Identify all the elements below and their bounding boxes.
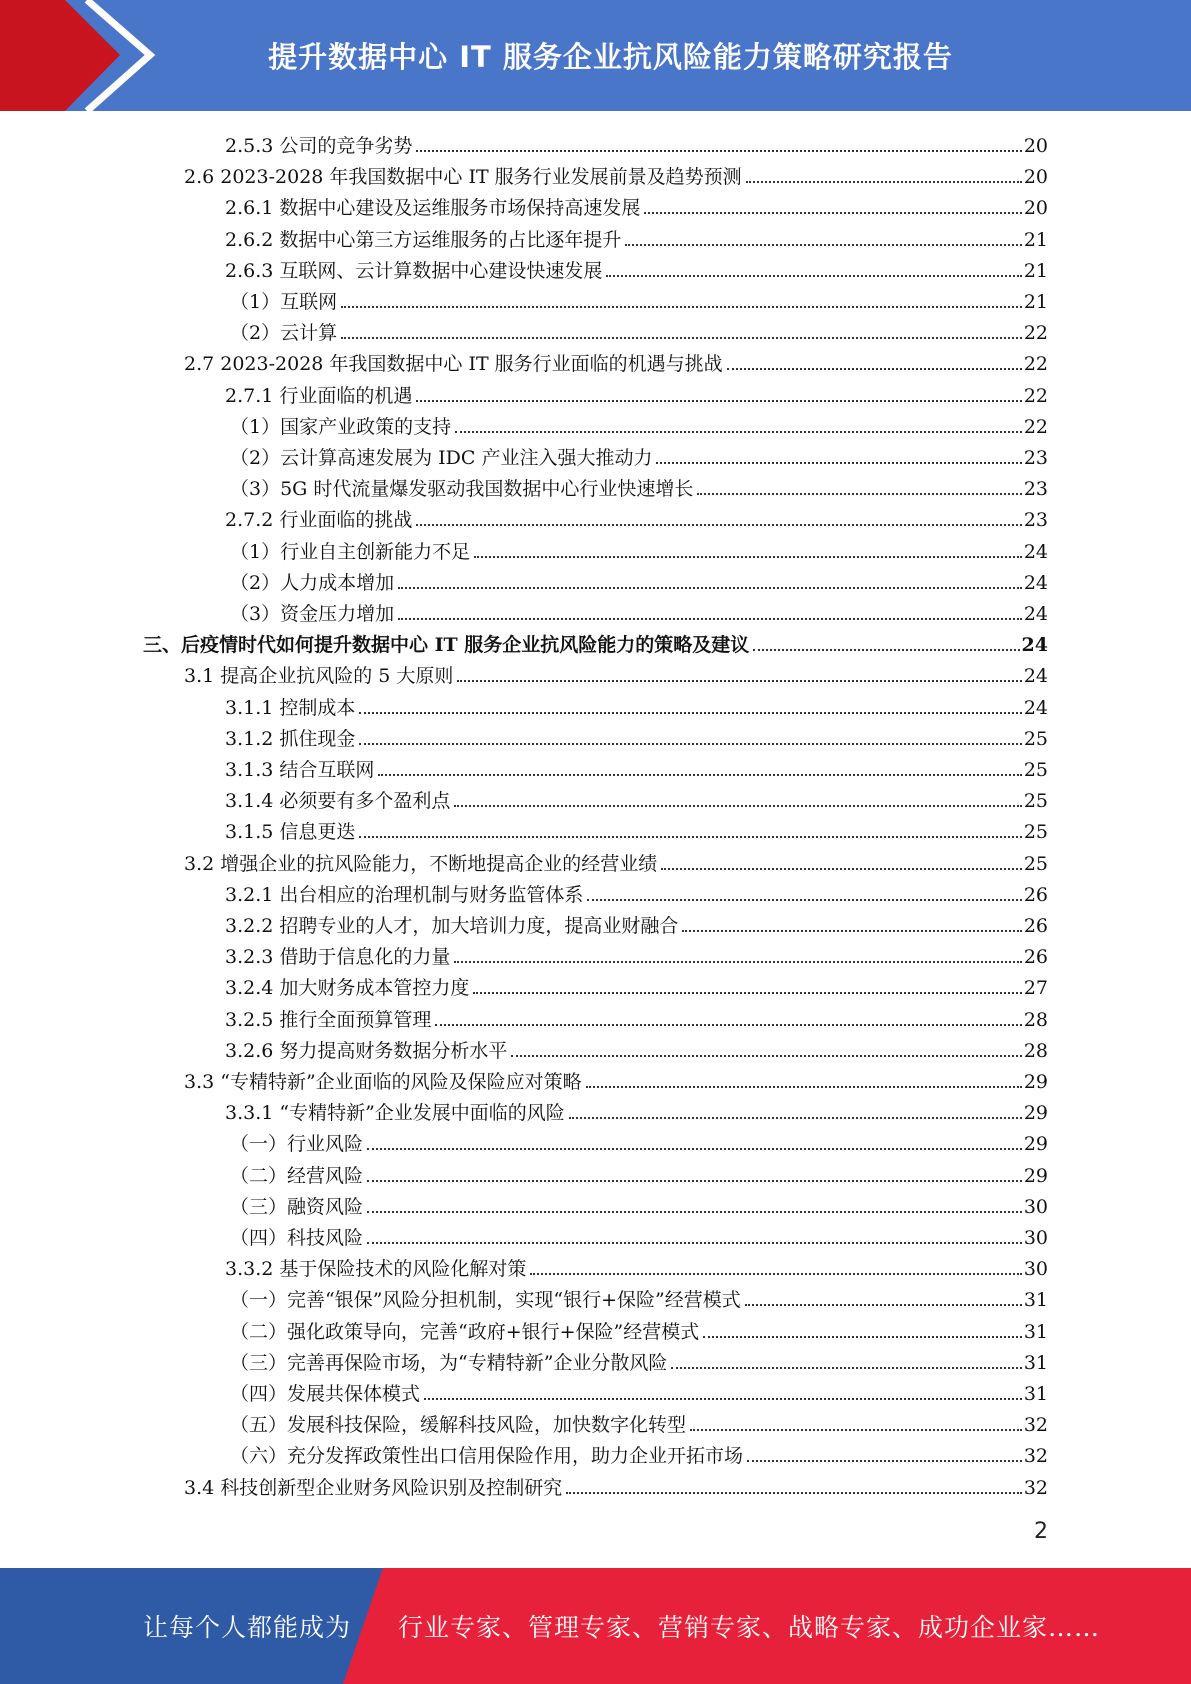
- toc-entry-page: 20: [1023, 197, 1048, 220]
- toc-entry-title: （三）完善再保险市场，为“专精特新”企业分散风险: [230, 1351, 668, 1374]
- toc-entry-title: 2.7.1 行业面临的机遇: [225, 384, 413, 407]
- toc-entry-title: （2）人力成本增加: [230, 571, 395, 594]
- toc-entry-title: （1）互联网: [230, 291, 338, 313]
- toc-entry-title: 3.1.3 结合互联网: [225, 759, 375, 781]
- toc-entry-page: 25: [1023, 790, 1048, 813]
- report-title: 提升数据中心 IT 服务企业抗风险能力策略研究报告: [268, 40, 953, 74]
- toc-entry[interactable]: [225, 252, 1048, 283]
- toc-entry[interactable]: [184, 845, 1048, 876]
- toc-entry[interactable]: [225, 127, 1048, 158]
- toc-entry-page: 22: [1023, 322, 1048, 345]
- toc-entry-title: 3.1.5 信息更迭: [225, 821, 356, 844]
- toc-entry-title: （五）发展科技保险，缓解科技风险，加快数字化转型: [230, 1414, 687, 1437]
- toc-entry[interactable]: [225, 751, 1048, 782]
- toc-entry-title: 2.6.2 数据中心第三方运维服务的占比逐年提升: [225, 228, 622, 251]
- toc-entry-title: 2.5.3 公司的竞争劣势: [225, 135, 413, 157]
- toc-dot-leader: [753, 649, 1019, 651]
- toc-entry-title: （六）充分发挥政策性出口信用保险作用，助力企业开拓市场: [230, 1445, 744, 1468]
- toc-entry-title: 3.2 增强企业的抗风险能力，不断地提高企业的经营业绩: [184, 852, 658, 875]
- toc-dot-leader: [367, 1211, 1022, 1213]
- toc-dot-leader: [703, 1336, 1022, 1338]
- toc-entry-page: 23: [1023, 478, 1048, 501]
- toc-entry-page: 30: [1023, 1195, 1048, 1218]
- toc-entry-page: 25: [1023, 727, 1048, 750]
- toc-entry[interactable]: [225, 782, 1048, 813]
- toc-entry[interactable]: [230, 1281, 1048, 1312]
- toc-dot-leader: [359, 836, 1021, 838]
- toc-entry-title: （1）国家产业政策的支持: [230, 415, 452, 438]
- toc-dot-leader: [690, 1429, 1022, 1431]
- toc-entry-page: 22: [1023, 353, 1048, 376]
- toc-dot-leader: [455, 431, 1022, 433]
- toc-entry-page: 32: [1023, 1414, 1048, 1437]
- toc-entry-page: 20: [1023, 135, 1048, 157]
- toc-entry-page: 26: [1023, 883, 1048, 906]
- toc-entry-page: 25: [1023, 759, 1048, 781]
- toc-entry[interactable]: [230, 1406, 1048, 1437]
- toc-entry[interactable]: [225, 1094, 1048, 1125]
- toc-entry-page: 23: [1023, 447, 1048, 469]
- toc-entry-page: 22: [1023, 415, 1048, 438]
- toc-entry[interactable]: [225, 876, 1048, 907]
- toc-entry[interactable]: [230, 1219, 1048, 1250]
- toc-dot-leader: [457, 680, 1021, 682]
- toc-entry-title: （2）云计算: [230, 322, 338, 345]
- toc-entry-page: 24: [1023, 540, 1048, 563]
- toc-entry[interactable]: [230, 533, 1048, 564]
- toc-entry-title: （一）完善“银保”风险分担机制，实现“银行+保险”经营模式: [230, 1289, 741, 1312]
- toc-entry-page: 26: [1023, 915, 1048, 937]
- toc-dot-leader: [671, 1367, 1021, 1369]
- toc-entry-title: 3.3.1 “专精特新”企业发展中面临的风险: [225, 1102, 565, 1125]
- toc-entry-title: 2.6 2023-2028 年我国数据中心 IT 服务行业发展前景及趋势预测: [184, 166, 742, 189]
- toc-dot-leader: [341, 337, 1022, 339]
- toc-entry-page: 27: [1023, 977, 1048, 1000]
- toc-dot-leader: [398, 618, 1022, 620]
- toc-entry-page: 24: [1023, 665, 1048, 688]
- toc-entry-page: 30: [1023, 1227, 1048, 1249]
- toc-entry-page: 29: [1023, 1102, 1048, 1125]
- toc-entry-page: 21: [1023, 291, 1048, 313]
- toc-dot-leader: [473, 992, 1021, 994]
- toc-entry-title: 三、后疫情时代如何提升数据中心 IT 服务企业抗风险能力的策略及建议: [143, 634, 750, 657]
- toc-entry-title: 3.2.5 推行全面预算管理: [225, 1008, 432, 1031]
- toc-entry[interactable]: [225, 221, 1048, 252]
- toc-entry-title: （四）发展共保体模式: [230, 1383, 421, 1405]
- toc-dot-leader: [747, 1460, 1022, 1462]
- toc-dot-leader: [341, 306, 1022, 308]
- toc-entry[interactable]: [230, 439, 1048, 470]
- toc-entry-page: 28: [1023, 1008, 1048, 1031]
- toc-entry-title: 3.2.2 招聘专业的人才，加大培训力度，提高业财融合: [225, 915, 679, 937]
- toc-dot-leader: [359, 712, 1021, 714]
- toc-entry-title: 3.2.4 加大财务成本管控力度: [225, 977, 470, 1000]
- toc-dot-leader: [416, 400, 1021, 402]
- toc-entry-title: 3.1.2 抓住现金: [225, 727, 356, 750]
- toc-dot-leader: [454, 961, 1021, 963]
- toc-entry[interactable]: [184, 158, 1048, 189]
- toc-entry-page: 31: [1023, 1351, 1048, 1374]
- toc-dot-leader: [625, 244, 1021, 246]
- toc-dot-leader: [745, 1304, 1022, 1306]
- toc-dot-leader: [398, 587, 1022, 589]
- toc-entry[interactable]: [225, 969, 1048, 1000]
- toc-entry-page: 24: [1023, 603, 1048, 625]
- toc-dot-leader: [454, 805, 1021, 807]
- toc-dot-leader: [378, 774, 1021, 776]
- toc-entry[interactable]: [225, 907, 1048, 938]
- toc-entry-title: （3）5G 时代流量爆发驱动我国数据中心行业快速增长: [230, 478, 694, 501]
- toc-dot-leader: [474, 556, 1022, 558]
- footer-slogan-right: 行业专家、管理专家、营销专家、战略专家、成功企业家……: [398, 1613, 1101, 1642]
- toc-dot-leader: [727, 368, 1022, 370]
- toc-entry[interactable]: [230, 564, 1048, 595]
- toc-entry[interactable]: [230, 283, 1048, 314]
- toc-entry-title: 3.2.6 努力提高财务数据分析水平: [225, 1039, 508, 1062]
- toc-entry[interactable]: [225, 501, 1048, 532]
- toc-entry[interactable]: [225, 1250, 1048, 1281]
- page-header: [0, 0, 1191, 111]
- toc-dot-leader: [569, 1117, 1022, 1119]
- toc-dot-leader: [367, 1242, 1022, 1244]
- toc-entry[interactable]: [230, 314, 1048, 345]
- toc-dot-leader: [656, 462, 1021, 464]
- page-footer: [0, 1568, 1191, 1684]
- toc-dot-leader: [746, 181, 1022, 183]
- toc-entry-page: 24: [1023, 696, 1048, 719]
- toc-entry-title: （四）科技风险: [230, 1227, 364, 1249]
- toc-entry-page: 28: [1023, 1039, 1048, 1062]
- toc-entry-title: 3.2.3 借助于信息化的力量: [225, 946, 451, 969]
- toc-entry[interactable]: [184, 1063, 1048, 1094]
- toc-entry-page: 24: [1023, 571, 1048, 594]
- toc-entry[interactable]: [230, 470, 1048, 501]
- toc-dot-leader: [586, 1086, 1022, 1088]
- header-arrow-decoration: [0, 0, 160, 111]
- toc-entry-page: 29: [1023, 1071, 1048, 1093]
- toc-entry-title: （二）强化政策导向，完善“政府+银行+保险”经营模式: [230, 1320, 700, 1343]
- toc-entry-title: 2.7.2 行业面临的挑战: [225, 509, 413, 532]
- page-number: 2: [1034, 1519, 1048, 1544]
- toc-entry-title: 2.7 2023-2028 年我国数据中心 IT 服务行业面临的机遇与挑战: [184, 353, 723, 376]
- toc-entry-page: 31: [1023, 1383, 1048, 1405]
- toc-entry[interactable]: [184, 345, 1048, 376]
- toc-entry-title: 3.1 提高企业抗风险的 5 大原则: [184, 665, 454, 688]
- toc-dot-leader: [587, 899, 1021, 901]
- toc-entry-title: （1）行业自主创新能力不足: [230, 540, 471, 563]
- toc-entry[interactable]: [143, 626, 1048, 657]
- toc-entry-title: （三）融资风险: [230, 1195, 364, 1218]
- toc-entry-page: 31: [1023, 1320, 1048, 1343]
- toc-entry-page: 30: [1023, 1258, 1048, 1281]
- toc-entry-page: 32: [1023, 1476, 1048, 1499]
- toc-entry[interactable]: [230, 1344, 1048, 1375]
- toc-entry-title: （一）行业风险: [230, 1133, 364, 1156]
- toc-dot-leader: [416, 150, 1021, 152]
- toc-entry-page: 22: [1023, 384, 1048, 407]
- toc-entry-title: 3.1.1 控制成本: [225, 696, 356, 719]
- toc-entry[interactable]: [225, 938, 1048, 969]
- toc-entry[interactable]: [230, 1125, 1048, 1156]
- toc-dot-leader: [530, 1273, 1021, 1275]
- toc-dot-leader: [606, 275, 1021, 277]
- toc-entry-page: 21: [1023, 259, 1048, 282]
- toc-dot-leader: [367, 1180, 1022, 1182]
- toc-dot-leader: [359, 743, 1021, 745]
- toc-entry-page: 21: [1023, 228, 1048, 251]
- toc-entry-page: 32: [1023, 1445, 1048, 1468]
- toc-entry-page: 25: [1023, 852, 1048, 875]
- toc-entry-page: 26: [1023, 946, 1048, 969]
- toc-dot-leader: [566, 1492, 1022, 1494]
- toc-entry-title: 3.2.1 出台相应的治理机制与财务监管体系: [225, 883, 584, 906]
- footer-slogan-left: 让每个人都能成为: [143, 1613, 352, 1642]
- toc-entry-page: 23: [1023, 509, 1048, 532]
- toc-dot-leader: [682, 930, 1021, 932]
- toc-entry[interactable]: [225, 189, 1048, 220]
- toc-entry[interactable]: [225, 377, 1048, 408]
- toc-entry-page: 24: [1021, 634, 1048, 657]
- toc-entry[interactable]: [225, 1001, 1048, 1032]
- toc-dot-leader: [424, 1398, 1022, 1400]
- toc-entry[interactable]: [184, 657, 1048, 688]
- toc-entry-title: 2.6.3 互联网、云计算数据中心建设快速发展: [225, 259, 603, 282]
- toc-dot-leader: [697, 493, 1021, 495]
- toc-entry[interactable]: [225, 689, 1048, 720]
- toc-entry[interactable]: [225, 720, 1048, 751]
- toc-entry[interactable]: [225, 1032, 1048, 1063]
- toc-entry-page: 20: [1023, 166, 1048, 189]
- toc-dot-leader: [661, 868, 1022, 870]
- toc-dot-leader: [435, 1024, 1021, 1026]
- toc-entry[interactable]: [230, 1313, 1048, 1344]
- toc-entry-title: （2）云计算高速发展为 IDC 产业注入强大推动力: [230, 447, 653, 469]
- toc-entry-page: 29: [1023, 1164, 1048, 1187]
- toc-dot-leader: [416, 524, 1021, 526]
- toc-entry-title: （二）经营风险: [230, 1164, 364, 1187]
- toc-entry[interactable]: [184, 1469, 1048, 1500]
- toc-entry-title: 3.4 科技创新型企业财务风险识别及控制研究: [184, 1476, 563, 1499]
- toc-entry[interactable]: [230, 1375, 1048, 1406]
- toc-entry-page: 29: [1023, 1133, 1048, 1156]
- toc-dot-leader: [511, 1055, 1021, 1057]
- toc-entry-title: 3.3.2 基于保险技术的风险化解对策: [225, 1258, 527, 1281]
- toc-entry-page: 25: [1023, 821, 1048, 844]
- toc-entry[interactable]: [230, 408, 1048, 439]
- toc-entry[interactable]: [230, 595, 1048, 626]
- toc-entry-title: （3）资金压力增加: [230, 603, 395, 625]
- toc-entry-title: 3.3 “专精特新”企业面临的风险及保险应对策略: [184, 1071, 582, 1093]
- toc-dot-leader: [644, 212, 1021, 214]
- toc-entry[interactable]: [225, 813, 1048, 844]
- toc-entry[interactable]: [230, 1437, 1048, 1468]
- toc-dot-leader: [367, 1148, 1022, 1150]
- toc-entry-title: 2.6.1 数据中心建设及运维服务市场保持高速发展: [225, 197, 641, 220]
- toc-entry[interactable]: [230, 1157, 1048, 1188]
- toc-entry-page: 31: [1023, 1289, 1048, 1312]
- toc-entry[interactable]: [230, 1188, 1048, 1219]
- toc-entry-title: 3.1.4 必须要有多个盈利点: [225, 790, 451, 813]
